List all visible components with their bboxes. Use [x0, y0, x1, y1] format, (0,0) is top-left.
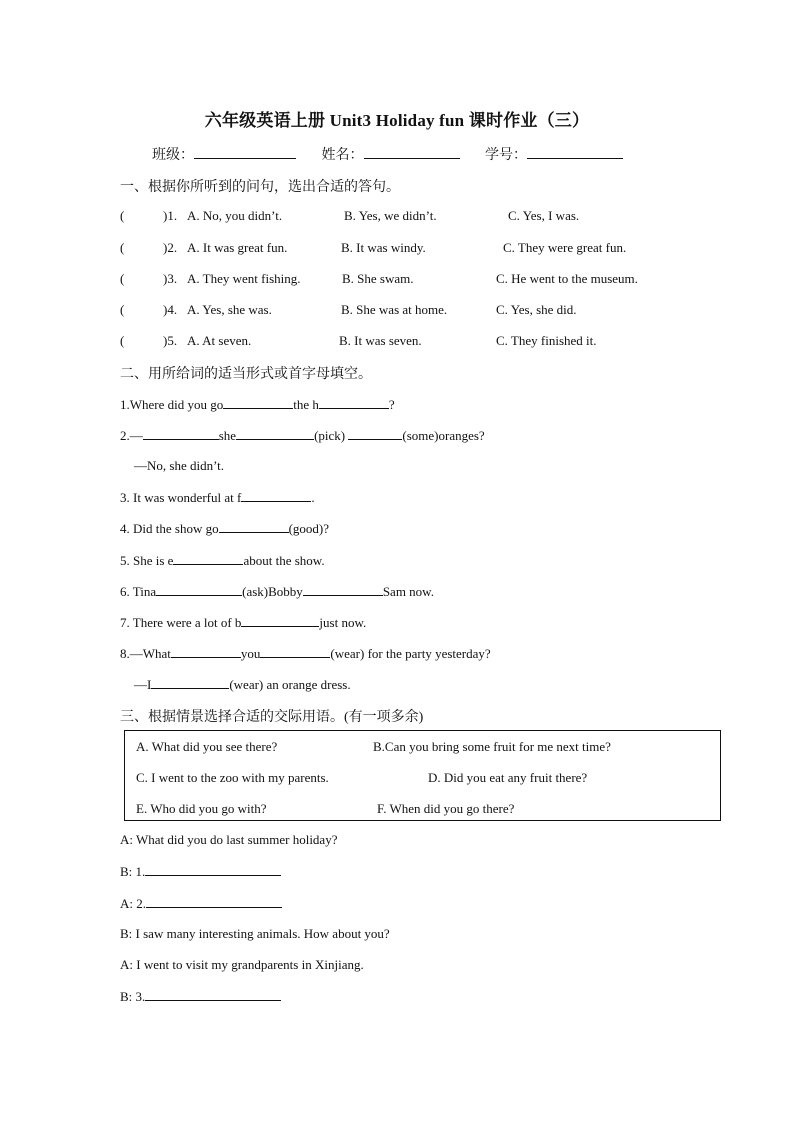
- option-a: A. They went fishing.: [187, 271, 301, 286]
- question-text: 5. She is e: [120, 553, 174, 568]
- question-text: Sam now.: [382, 584, 434, 599]
- question-text: (wear) an orange dress.: [229, 677, 351, 692]
- question-text: ?: [388, 397, 395, 412]
- dialogue-line: B: I saw many interesting animals. How about you?: [120, 926, 390, 941]
- option-a: A. Yes, she was.: [187, 302, 272, 317]
- name-label: 姓名：: [321, 148, 364, 163]
- question-number: )3.: [163, 271, 178, 286]
- answer-blank[interactable]: [319, 396, 389, 409]
- answer-paren-open[interactable]: (: [120, 208, 125, 223]
- student-info-row: [152, 144, 623, 164]
- dialogue-line: [120, 988, 281, 1005]
- answer-paren-open[interactable]: (: [120, 302, 125, 317]
- question-text: 4. Did the show go: [120, 521, 219, 536]
- question-text: she: [218, 428, 237, 443]
- fill-question-1: [120, 396, 395, 413]
- fill-question-7: [120, 614, 366, 631]
- option-b: B. Yes, we didn’t.: [344, 208, 437, 223]
- option-e: E. Who did you go with?: [136, 801, 267, 816]
- question-text: 6. Tina: [120, 584, 157, 599]
- answer-blank[interactable]: [173, 552, 243, 565]
- fill-question-8: [120, 645, 491, 662]
- answer-blank[interactable]: [260, 645, 330, 658]
- question-text: (ask)Bobby: [242, 584, 303, 599]
- option-c: C. Yes, she did.: [496, 302, 577, 317]
- answer-blank[interactable]: [146, 895, 282, 908]
- section2-heading: 二、用所给词的适当形式或首字母填空。: [120, 367, 372, 382]
- answer-blank[interactable]: [241, 614, 319, 627]
- question-text: 2.—: [120, 428, 143, 443]
- number-blank[interactable]: [527, 144, 623, 159]
- question-number: )2.: [163, 240, 178, 255]
- fill-question-6: [120, 583, 434, 600]
- worksheet-title: 六年级英语上册 Unit3 Holiday fun 课时作业（三）: [204, 111, 590, 130]
- section3-heading: 三、根据情景选择合适的交际用语。(有一项多余): [120, 710, 424, 725]
- answer-blank[interactable]: [223, 396, 293, 409]
- question-text: —I: [134, 677, 152, 692]
- option-a: A. What did you see there?: [136, 739, 278, 754]
- question-text: about the show.: [243, 553, 325, 568]
- question-number: )5.: [163, 333, 178, 348]
- option-b: B. She was at home.: [341, 302, 448, 317]
- answer-blank[interactable]: [156, 583, 242, 596]
- number-label: 学号：: [485, 148, 527, 163]
- class-label: 班级：: [152, 148, 194, 163]
- option-d: D. Did you eat any fruit there?: [428, 770, 588, 785]
- dialogue-speaker: A: 2.: [120, 896, 146, 911]
- option-f: F. When did you go there?: [377, 801, 515, 816]
- option-c: C. I went to the zoo with my parents.: [136, 770, 329, 785]
- answer-blank[interactable]: [145, 988, 281, 1001]
- section1-heading: 一、根据你所听到的问句，选出合适的答句。: [120, 180, 400, 195]
- dialogue-line: A: I went to visit my grandparents in Xinjiang.: [120, 957, 364, 972]
- fill-question-2: [120, 427, 485, 444]
- answer-blank[interactable]: [143, 427, 219, 440]
- answer-blank[interactable]: [303, 583, 383, 596]
- question-text: the h: [293, 397, 319, 412]
- answer-paren-open[interactable]: (: [120, 333, 125, 348]
- dialogue-line: [120, 863, 281, 880]
- dialogue-line: [120, 895, 282, 912]
- answer-blank[interactable]: [171, 645, 241, 658]
- option-c: C. He went to the museum.: [496, 271, 638, 286]
- option-c: C. Yes, I was.: [508, 208, 580, 223]
- fill-question-3: [120, 489, 315, 506]
- option-b: B. It was seven.: [339, 333, 422, 348]
- option-c: C. They finished it.: [496, 333, 597, 348]
- class-blank[interactable]: [194, 144, 296, 159]
- option-b: B. She swam.: [342, 271, 414, 286]
- fill-question-4: [120, 520, 329, 537]
- question-text: (some)oranges?: [402, 428, 485, 443]
- question-text: 8.—What: [120, 646, 171, 661]
- answer-blank[interactable]: [348, 427, 402, 440]
- dialogue-speaker: B: 1.: [120, 864, 146, 879]
- name-blank[interactable]: [364, 144, 460, 159]
- question-text: just now.: [319, 615, 367, 630]
- answer-blank[interactable]: [219, 520, 289, 533]
- fill-question-2-answer: —No, she didn’t.: [134, 458, 225, 473]
- answer-blank[interactable]: [241, 489, 311, 502]
- answer-paren-open[interactable]: (: [120, 271, 125, 286]
- option-c: C. They were great fun.: [503, 240, 627, 255]
- option-b: B.Can you bring some fruit for me next time?: [373, 739, 611, 754]
- dialogue-speaker: B: 3.: [120, 989, 146, 1004]
- question-text: (pick): [314, 428, 346, 443]
- question-number: )1.: [163, 208, 178, 223]
- fill-question-5: [120, 552, 325, 569]
- option-a: A. It was great fun.: [187, 240, 288, 255]
- answer-blank[interactable]: [236, 427, 314, 440]
- option-a: A. At seven.: [187, 333, 252, 348]
- fill-question-8-answer: [134, 676, 351, 693]
- answer-paren-open[interactable]: (: [120, 240, 125, 255]
- question-text: (wear) for the party yesterday?: [330, 646, 491, 661]
- question-text: (good)?: [288, 521, 330, 536]
- question-text: you: [240, 646, 261, 661]
- option-b: B. It was windy.: [341, 240, 426, 255]
- question-number: )4.: [163, 302, 178, 317]
- question-text: 1.Where did you go: [120, 397, 224, 412]
- question-text: .: [311, 490, 315, 505]
- answer-blank[interactable]: [151, 676, 229, 689]
- answer-blank[interactable]: [145, 863, 281, 876]
- question-text: 7. There were a lot of b: [120, 615, 242, 630]
- question-text: 3. It was wonderful at f: [120, 490, 242, 505]
- dialogue-line: A: What did you do last summer holiday?: [120, 832, 338, 847]
- option-a: A. No, you didn’t.: [187, 208, 283, 223]
- options-box: [124, 730, 721, 821]
